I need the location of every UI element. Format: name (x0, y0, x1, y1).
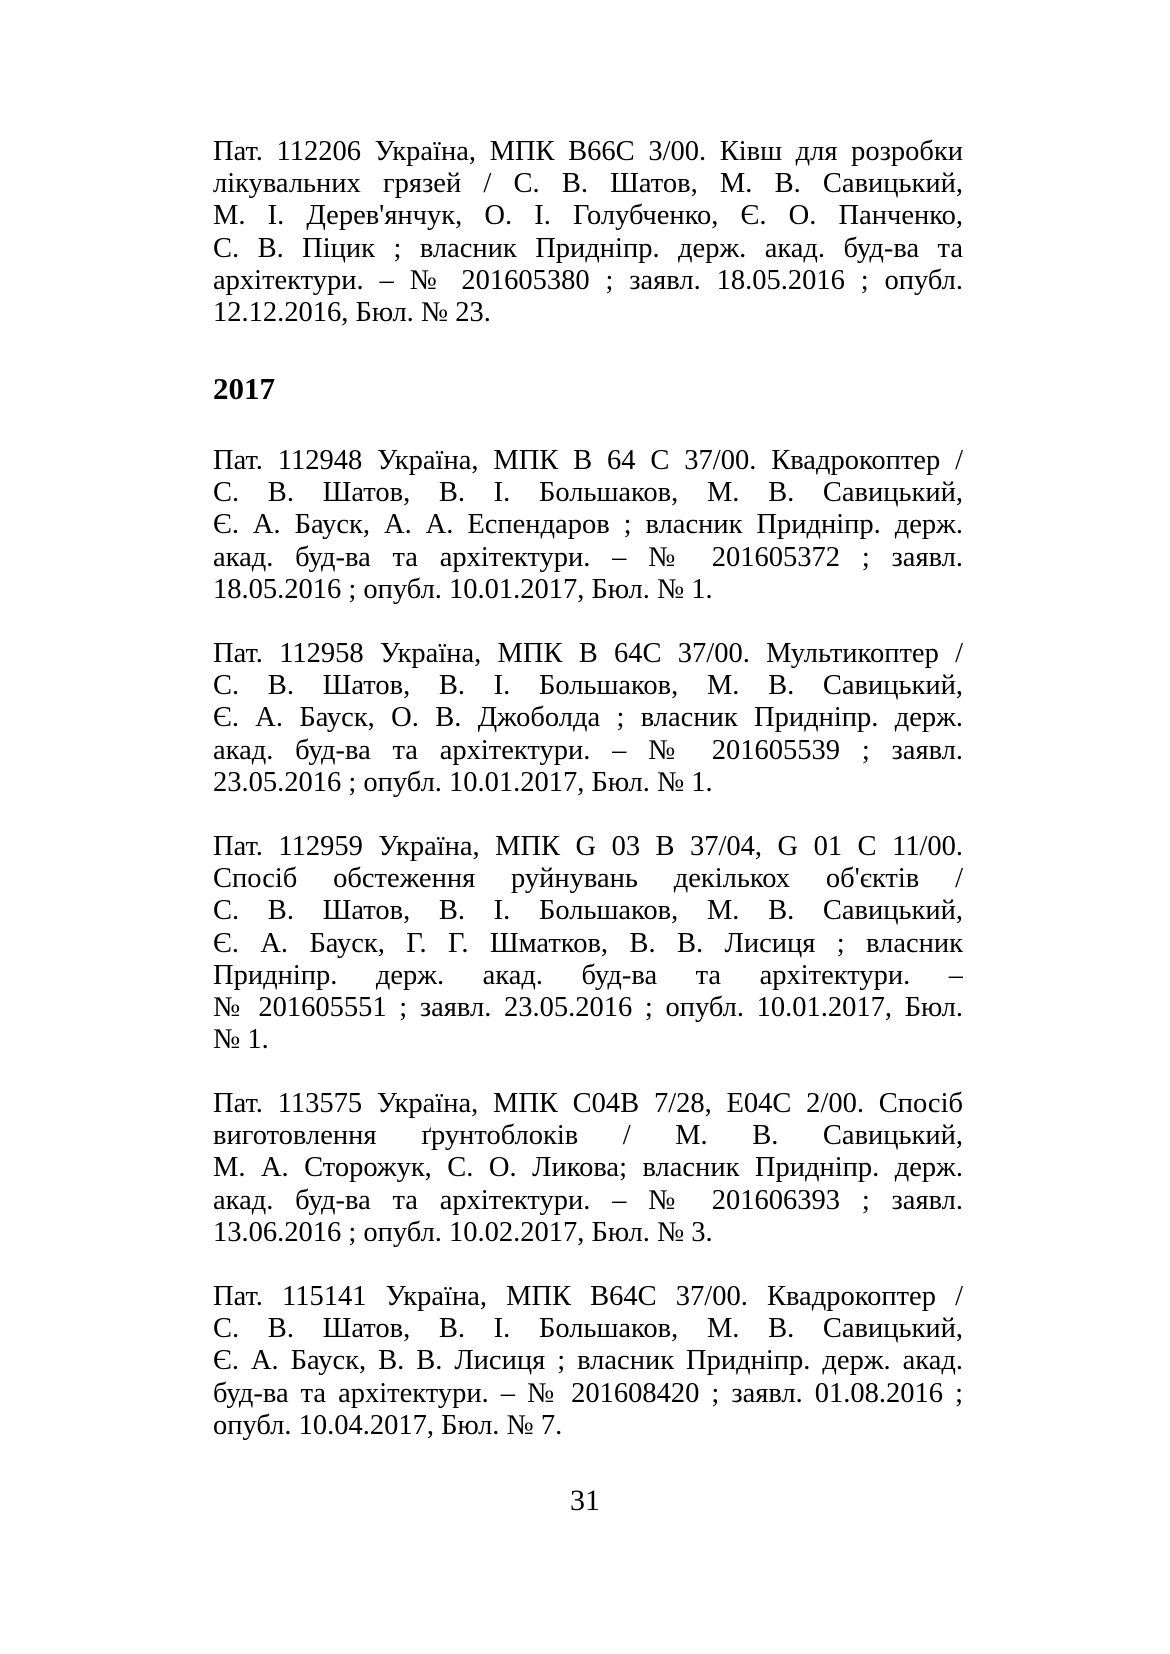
entry-line: акад. буд-ва та архітектури. – № 201606393 ; заявл. (213, 1184, 963, 1216)
entry-line: Спосіб обстеження руйнувань декількох об'єктів / (213, 863, 963, 895)
entry-line: М. І. Дерев'янчук, О. І. Голубченко, Є. О. Панченко, (213, 200, 963, 232)
patent-entry-112958 (213, 638, 963, 799)
entry-line: 18.05.2016 ; опубл. 10.01.2017, Бюл. № 1. (213, 573, 713, 605)
patent-entry-112948 (213, 445, 963, 606)
page-number: 31 (570, 1484, 600, 1517)
patent-entry-113575 (213, 1088, 963, 1249)
entry-line: Пат. 112959 Україна, МПК G 03 B 37/04, G 01 C 11/00. (213, 831, 963, 862)
entry-line: Пат. 115141 Україна, МПК B64C 37/00. Квадрокоптер / (213, 1281, 963, 1312)
entry-line: Пат. 112948 Україна, МПК B 64 C 37/00. Квадрокоптер / (213, 445, 963, 476)
entry-line: Є. А. Бауск, О. В. Джоболда ; власник Придніпр. держ. (213, 702, 963, 734)
entry-line: С. В. Шатов, В. І. Большаков, М. В. Савицький, (213, 477, 963, 509)
entry-line: акад. буд-ва та архітектури. – № 201605539 ; заявл. (213, 734, 963, 766)
entry-line: М. А. Сторожук, С. О. Ликова; власник Придніпр. держ. (213, 1152, 963, 1184)
patent-entry-112959 (213, 831, 963, 1056)
entry-line: Є. А. Бауск, А. А. Еспендаров ; власник Придніпр. держ. (213, 509, 963, 541)
entry-line: Пат. 112206 Україна, МПК B66C 3/00. Ківш для розробки (213, 136, 963, 167)
entry-line: № 201605551 ; заявл. 23.05.2016 ; опубл. 10.01.2017, Бюл. (213, 992, 963, 1024)
entry-line: Пат. 113575 Україна, МПК C04B 7/28, E04C 2/00. Спосіб (213, 1088, 963, 1119)
entry-line: опубл. 10.04.2017, Бюл. № 7. (213, 1409, 563, 1441)
entry-line: С. В. Піцик ; власник Придніпр. держ. акад. буд-ва та (213, 232, 963, 264)
entry-line: 13.06.2016 ; опубл. 10.02.2017, Бюл. № 3. (213, 1216, 713, 1248)
entry-line: С. В. Шатов, В. І. Большаков, М. В. Савицький, (213, 670, 963, 702)
entry-line: С. В. Шатов, В. І. Большаков, М. В. Савицький, (213, 1313, 963, 1345)
entry-line: Є. А. Бауск, Г. Г. Шматков, В. В. Лисиця ; власник (213, 927, 963, 959)
entry-line: С. В. Шатов, В. І. Большаков, М. В. Савицький, (213, 895, 963, 927)
entry-line: Придніпр. держ. акад. буд-ва та архітектури. – (213, 959, 963, 991)
entry-line: Є. А. Бауск, В. В. Лисиця ; власник Придніпр. держ. акад. (213, 1345, 963, 1377)
entry-line: архітектури. – № 201605380 ; заявл. 18.05.2016 ; опубл. (213, 264, 963, 296)
entry-line: виготовлення ґрунтоблоків / М. В. Савицький, (213, 1120, 963, 1152)
entry-line: 23.05.2016 ; опубл. 10.01.2017, Бюл. № 1. (213, 766, 713, 798)
entry-line: буд-ва та архітектури. – № 201608420 ; заявл. 01.08.2016 ; (213, 1377, 963, 1409)
entry-line: 12.12.2016, Бюл. № 23. (213, 297, 491, 329)
patent-entry-112206 (213, 136, 963, 329)
entry-line: № 1. (213, 1024, 269, 1056)
entry-line: акад. буд-ва та архітектури. – № 201605372 ; заявл. (213, 541, 963, 573)
entry-line: лікувальних грязей / С. В. Шатов, М. В. Савицький, (213, 168, 963, 200)
entry-line: Пат. 112958 Україна, МПК B 64C 37/00. Мультикоптер / (213, 638, 963, 669)
section-year-heading: 2017 (213, 371, 275, 406)
patent-entry-115141 (213, 1281, 963, 1442)
